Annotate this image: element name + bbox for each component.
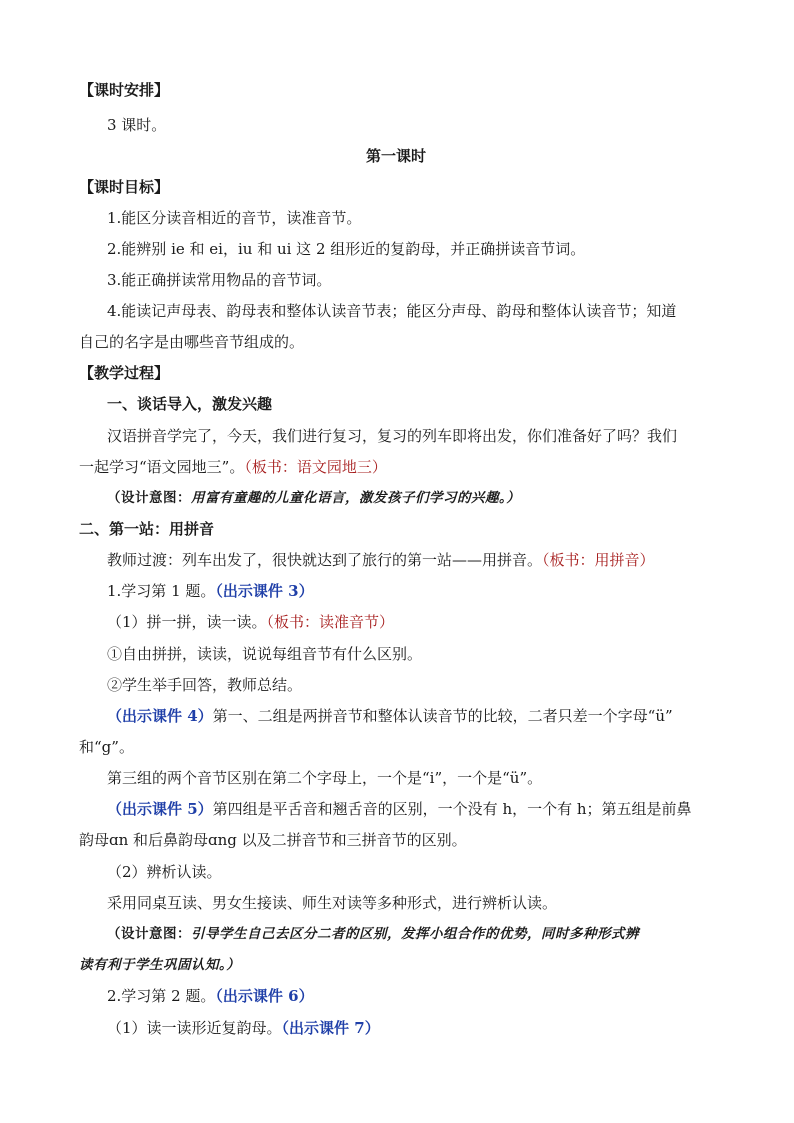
task-item [107, 1018, 380, 1038]
goal-item: 2.能辨别 ie 和 ei，iu 和 ui 这 2 组形近的复韵母，并正确拼读音节词。 [107, 240, 586, 258]
paragraph [107, 799, 692, 819]
design-note-label: （设计意图： [107, 490, 191, 506]
goal-item: 1.能区分读音相近的音节，读准音节。 [107, 209, 362, 227]
paragraph [107, 706, 673, 726]
paragraph-text: 第四组是平舌音和翘舌音的区别，一个没有 h，一个有 h；第五组是前鼻 [212, 800, 692, 818]
design-note-label: （设计意图： [107, 926, 191, 942]
board-note: （板书：用拼音） [542, 551, 655, 569]
paragraph: 韵母ɑn 和后鼻韵母ɑng 以及二拼音节和三拼音节的区别。 [79, 831, 467, 849]
paragraph-text: 教师过渡：列车出发了，很快就达到了旅行的第一站——用拼音。 [107, 551, 543, 569]
step-item: ①自由拼拼，读读，说说每组音节有什么区别。 [107, 645, 423, 663]
task-item [107, 986, 314, 1006]
task-item [107, 612, 394, 632]
task-text: 1.学习第 1 题。 [107, 582, 216, 600]
board-note: （板书：语文园地三） [244, 458, 387, 476]
slide-note: （出示课件 5） [107, 800, 213, 818]
task-item [107, 581, 314, 601]
process-heading: 【教学过程】 [79, 364, 170, 382]
part1-heading: 一、谈话导入，激发兴趣 [107, 395, 273, 413]
slide-note: （出示课件 3） [215, 582, 314, 600]
goal-item: 4.能读记声母表、韵母表和整体认读音节表；能区分声母、韵母和整体认读音节；知道 [107, 302, 677, 320]
design-note [107, 488, 520, 508]
paragraph [79, 457, 387, 477]
board-note: （板书：读准音节） [266, 613, 395, 631]
task-text: （1）拼一拼，读一读。 [107, 613, 267, 631]
schedule-text: 3 课时。 [107, 116, 167, 134]
design-note [107, 924, 639, 944]
task-text: 2.学习第 2 题。 [107, 987, 216, 1005]
paragraph: 第三组的两个音节区别在第二个字母上，一个是“i”，一个是“ü”。 [107, 769, 543, 787]
design-note-text: 引导学生自己去区分二者的区别，发挥小组合作的优势，同时多种形式辨 [191, 926, 639, 942]
paragraph-text: 一起学习“语文园地三”。 [79, 458, 245, 476]
step-item: ②学生举手回答，教师总结。 [107, 676, 303, 694]
goal-item: 自己的名字是由哪些音节组成的。 [79, 333, 305, 351]
slide-note: （出示课件 4） [107, 707, 213, 725]
task-item: （2）辨析认读。 [107, 863, 222, 881]
goals-heading: 【课时目标】 [79, 178, 170, 196]
slide-note: （出示课件 6） [215, 987, 314, 1005]
slide-note: （出示课件 7） [281, 1019, 380, 1037]
lesson-title: 第一课时 [366, 147, 427, 165]
part2-heading: 二、第一站：用拼音 [79, 520, 215, 538]
design-note: 读有利于学生巩固认知。） [79, 957, 241, 973]
task-text: （1）读一读形近复韵母。 [107, 1019, 282, 1037]
goal-item: 3.能正确拼读常用物品的音节词。 [107, 271, 332, 289]
paragraph [107, 550, 655, 570]
paragraph: 采用同桌互读、男女生接读、师生对读等多种形式，进行辨析认读。 [107, 894, 558, 912]
paragraph-text: 第一、二组是两拼音节和整体认读音节的比较，二者只差一个字母“ü” [212, 707, 673, 725]
schedule-heading: 【课时安排】 [79, 81, 170, 99]
paragraph: 汉语拼音学完了，今天，我们进行复习，复习的列车即将出发，你们准备好了吗？我们 [107, 427, 678, 445]
paragraph: 和“g”。 [79, 738, 134, 756]
design-note-text: 用富有童趣的儿童化语言，激发孩子们学习的兴趣。） [191, 490, 521, 506]
